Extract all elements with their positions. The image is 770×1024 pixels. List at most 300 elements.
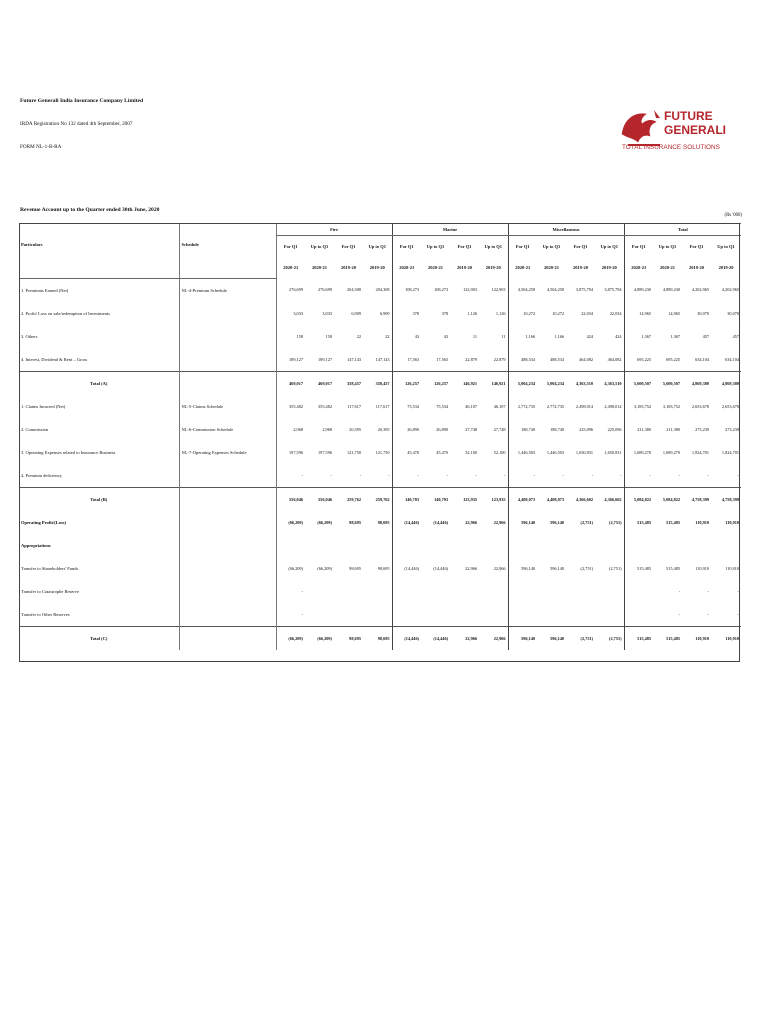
value-cell: 122,903 [463,287,478,293]
row-schedule [179,464,276,488]
value-cell: 11 [501,333,506,339]
schedule-header: Schedule [179,224,276,279]
value-cell [508,603,537,627]
value-cell: (66,209) [276,626,305,650]
table-row [19,464,741,488]
value-cell: 556,046 [305,487,334,511]
value-cell: (2,751) [566,626,595,650]
year-header: 2019-20 [369,265,385,270]
value-cell: 259,762 [334,487,363,511]
row-label: 1. Claims Incurred (Net) [21,403,66,409]
value-cell: (66,209) [276,511,305,534]
value-cell: - [359,472,361,478]
value-cell: - [737,588,740,594]
year-header: 2019-20 [573,265,589,270]
table-row [19,371,741,395]
value-cell: - [388,472,390,478]
value-cell: 22,966 [493,565,506,571]
table-row [19,441,741,464]
value-cell: 197,596 [276,441,305,464]
value-cell: 4,363,510 [566,371,595,395]
row-schedule [179,580,276,603]
table-row [19,626,741,650]
row-label: 1. Premiums Earned (Net) [21,287,69,293]
row-schedule [179,557,276,580]
value-cell [334,580,363,603]
table-row [19,534,741,557]
value-cell: (2,751) [595,626,624,650]
value-cell: 1,367 [670,333,681,339]
group-header-total: Total [624,224,741,236]
table-row [19,302,741,325]
value-cell: 22,966 [450,626,479,650]
value-cell: (14,446) [433,565,449,571]
value-cell [421,534,450,557]
row-schedule [179,511,276,534]
value-cell: 5,600,507 [624,371,653,395]
value-cell: (66,209) [276,557,305,580]
value-cell: 110,910 [682,626,711,650]
value-cell: 273,239 [695,426,710,432]
value-cell [508,580,537,603]
row-label: Total (A) [19,371,179,395]
value-cell: 158 [276,325,305,348]
value-cell: 117,617 [347,403,361,409]
value-cell: - [446,472,449,478]
value-cell: - [707,472,710,478]
group-header-fire: Fire [276,224,392,236]
value-cell: 596,140 [550,565,565,571]
value-cell: 126,257 [421,371,450,395]
value-cell: 464,082 [579,356,594,362]
value-cell [624,580,653,603]
value-cell: 2,968 [276,418,305,441]
value-cell: 355,482 [318,403,332,409]
value-cell: (14,446) [392,626,421,650]
year-header: 2020-21 [508,257,537,278]
value-cell [624,534,653,557]
value-cell: 43 [443,333,449,339]
value-cell: 146,921 [450,371,479,395]
value-cell: 1,446,503 [508,441,537,464]
value-cell: 204,308 [375,287,390,293]
value-cell [711,534,741,557]
value-cell: 75,534 [392,395,421,418]
period-header: Up to Q1 [368,244,387,249]
value-cell: 2,653,678 [691,403,710,409]
value-cell: 52,100 [465,449,478,455]
value-cell: (14,446) [392,557,421,580]
value-cell: 43 [392,325,421,348]
value-cell: 488,534 [550,356,565,362]
row-schedule [179,348,276,372]
value-cell: 10,272 [552,310,565,316]
value-cell: 30,070 [697,310,710,316]
row-label: 2. Profit/ Loss on sale/redemption of Investments [21,310,110,316]
value-cell [450,534,479,557]
row-schedule [179,325,276,348]
value-cell: 5,004,234 [537,371,566,395]
report-title: Revenue Account up to the Quarter ended 30th June, 2020 [20,207,160,213]
value-cell: 358,457 [334,371,363,395]
value-cell: 2,498,014 [575,403,594,409]
value-cell: - [276,580,305,603]
value-cell: 225,096 [607,426,622,432]
value-cell [595,603,624,627]
value-cell: 4,366,602 [566,487,595,511]
value-cell: 469,017 [305,371,334,395]
value-cell: 515,485 [624,626,653,650]
value-cell: 46,107 [493,403,506,409]
value-cell: 3,183,752 [624,395,653,418]
value-cell [450,603,479,627]
value-cell [624,603,653,627]
value-cell: 4,758,399 [682,487,711,511]
value-cell: 27,748 [465,426,478,432]
value-cell: 110,910 [695,565,710,571]
table-row [19,580,741,603]
table-row [19,557,741,580]
value-cell: - [330,472,332,478]
value-cell: 197,596 [318,449,332,455]
row-schedule: NL-4-Premium Schedule [179,278,276,302]
value-cell: 22 [385,333,390,339]
value-cell: 2,772,735 [546,403,565,409]
value-cell: 1,689,270 [624,441,653,464]
value-cell [305,603,334,627]
value-cell: 1,689,270 [662,449,681,455]
value-cell: 4,408,073 [508,487,537,511]
value-cell: 596,140 [508,511,537,534]
value-cell: 596,140 [508,557,537,580]
value-cell: 378 [441,310,449,316]
period-header: Up to Q1 [484,244,503,249]
value-cell [537,580,566,603]
value-cell: 98,695 [349,565,361,571]
period-header: For Q1 [508,236,537,258]
value-cell: 1,367 [624,325,653,348]
value-cell: (2,751) [609,519,622,525]
year-header: 2019-20 [718,265,734,270]
value-cell [566,534,595,557]
value-cell: - [707,588,710,594]
period-header: Up to Q1 [658,244,677,249]
row-label: Total (C) [19,626,179,650]
period-header: For Q1 [392,236,421,258]
row-label: 3. Others [21,333,38,339]
value-cell: 424 [586,333,594,339]
value-cell: - [508,464,537,488]
value-cell: 211,380 [666,426,681,432]
logo-line-3: TOTAL INSURANCE SOLUTIONS [622,144,720,151]
value-cell: 52,100 [493,449,506,455]
value-cell [566,603,595,627]
value-cell: 3,183,752 [662,403,681,409]
row-schedule [179,603,276,627]
value-cell: 147,143 [375,356,390,362]
value-cell: 515,485 [624,511,653,534]
value-cell: 488,534 [508,348,537,372]
company-name: Future Generali India Insurance Company Limited [20,98,144,104]
future-generali-logo [620,104,760,152]
value-cell: - [620,472,622,478]
period-header: Up to Q1 [310,244,329,249]
period-header: For Q1 [276,236,305,258]
table-row [19,418,741,441]
value-cell: 1,126 [467,310,478,316]
value-cell: 140,703 [421,487,450,511]
value-cell: 4,504,258 [546,287,565,293]
value-cell [595,534,624,557]
value-cell [653,534,682,557]
value-cell: 121,750 [375,449,390,455]
value-cell: (2,751) [580,519,594,525]
value-cell: - [737,472,740,478]
value-cell: - [678,472,681,478]
value-cell [392,580,421,603]
value-cell: 596,140 [550,519,565,525]
value-cell: 634,104 [725,356,740,362]
year-header: 2020-21 [660,265,676,270]
value-cell: 515,485 [624,557,653,580]
table-row [19,487,741,511]
value-cell: 110,910 [725,565,740,571]
value-cell: 515,485 [666,519,681,525]
value-cell: (2,751) [609,565,622,571]
value-cell: 556,046 [276,487,305,511]
value-cell [508,534,537,557]
value-cell: 464,082 [607,356,622,362]
value-cell: 146,921 [479,371,508,395]
value-cell [392,534,421,557]
value-cell: 6,909 [351,310,361,316]
value-cell: (14,446) [392,511,421,534]
value-cell: 695,225 [624,348,653,372]
value-cell: 5,600,507 [653,371,682,395]
value-cell: 11 [472,333,478,339]
form-number: FORM NL-1-B-RA [20,144,62,150]
value-cell: 4,889,230 [662,287,681,293]
value-cell: 596,140 [508,626,537,650]
row-schedule [179,487,276,511]
value-cell: 457 [702,333,710,339]
value-cell [566,580,595,603]
year-header: 2020-21 [544,265,560,270]
value-cell: 20,395 [377,426,390,432]
value-cell: 1,166 [554,333,565,339]
value-cell: 17,563 [436,356,449,362]
value-cell: 110,910 [725,519,740,525]
value-cell: 98,695 [363,626,392,650]
value-cell: 1,650,831 [575,449,594,455]
value-cell: 45,470 [392,441,421,464]
period-header: Up to Q1 [600,244,619,249]
value-cell: 4,869,380 [711,371,741,395]
value-cell: 596,140 [537,626,566,650]
value-cell: 204,308 [347,287,361,293]
value-cell: 110,910 [711,626,741,650]
table-row [19,348,741,372]
row-label: 4. Premium deficiency [21,472,62,478]
table-row [19,395,741,418]
value-cell: 98,695 [377,519,390,525]
value-cell: 2,498,014 [604,403,622,409]
year-header: 2019-20 [485,265,501,270]
value-cell: 158 [325,333,332,339]
value-cell: 469,017 [276,371,305,395]
period-header: For Q1 [689,244,704,249]
value-cell: 1,126 [495,310,506,316]
value-cell: 98,695 [349,519,361,525]
row-label: Operating Profit/(Loss) [21,519,67,525]
value-cell [421,603,450,627]
value-cell: 358,457 [363,371,392,395]
value-cell [537,534,566,557]
value-cell: 147,143 [347,356,361,362]
value-cell: 46,107 [465,403,478,409]
row-label: Transfer to Catastrophe Reserve [21,588,79,594]
value-cell: - [737,611,740,617]
period-header: Up to Q1 [542,244,561,249]
value-cell: 2,772,735 [508,395,537,418]
value-cell: 22,966 [493,519,506,525]
value-cell [392,603,421,627]
value-cell: 4,202,965 [691,287,710,293]
value-cell: 273,239 [725,426,740,432]
value-cell [363,603,392,627]
value-cell: - [591,472,594,478]
value-cell: 4,202,965 [721,287,740,293]
row-schedule [179,371,276,395]
value-cell: - [276,464,305,488]
value-cell: (66,209) [317,519,332,525]
value-cell: 2,968 [322,426,332,432]
value-cell: - [276,603,305,627]
value-cell: 26,890 [436,426,449,432]
value-cell: 4,504,258 [508,278,537,302]
year-header: 2019-20 [341,265,356,270]
value-cell: (2,751) [580,565,594,571]
year-header: 2020-21 [312,265,327,270]
row-schedule [179,626,276,650]
value-cell: 14,965 [668,310,681,316]
row-label: Transfer to Shareholders' Funds [21,565,79,571]
value-cell: 126,257 [392,371,421,395]
group-header-marine: Marine [392,224,508,236]
row-schedule [179,302,276,325]
value-cell: 122,903 [491,287,506,293]
value-cell: - [624,464,653,488]
value-cell: 123,935 [450,487,479,511]
year-header: 2019-20 [689,265,705,270]
value-cell: 22,879 [493,356,506,362]
period-header: For Q1 [573,244,588,249]
value-cell [682,534,711,557]
value-cell: 22,034 [581,310,594,316]
value-cell: - [678,588,681,594]
value-cell: 457 [732,333,740,339]
row-schedule: NL-6-Commission Schedule [179,418,276,441]
period-header: For Q1 [624,236,653,258]
value-cell: 22,966 [465,565,478,571]
registration-line: IRDA Registration No 132 dated 4th September, 2007 [20,121,133,127]
value-cell: 14,965 [624,302,653,325]
value-cell: 123,935 [479,487,508,511]
value-cell [363,534,392,557]
period-header: Up to Q1 [426,244,445,249]
value-cell: 1,166 [508,325,537,348]
value-cell: 26,890 [392,418,421,441]
value-cell [595,580,624,603]
year-header: 2020-21 [624,257,653,278]
value-cell: 20,395 [349,426,361,432]
value-cell: (14,446) [421,626,450,650]
value-cell: 110,910 [695,519,710,525]
value-cell: 3,033 [276,302,305,325]
value-cell: 17,563 [392,348,421,372]
value-cell: 22,966 [465,519,478,525]
value-cell: 4,408,073 [537,487,566,511]
value-cell [305,534,334,557]
value-cell [363,580,392,603]
value-cell: 211,380 [624,418,653,441]
value-cell: 188,740 [550,426,565,432]
value-cell: 515,485 [666,565,681,571]
value-cell: 2,653,678 [721,403,740,409]
value-cell: (66,209) [317,565,332,571]
value-cell [334,603,363,627]
value-cell: 189,127 [276,348,305,372]
value-cell: 6,909 [379,310,390,316]
value-cell: 30,070 [727,310,740,316]
value-cell: 22,966 [479,626,508,650]
value-cell: 695,225 [666,356,681,362]
value-cell [479,534,508,557]
value-cell: - [392,464,421,488]
row-schedule: NL-5-Claims Schedule [179,395,276,418]
value-cell: 3,875,794 [604,287,622,293]
value-cell: - [475,472,478,478]
value-cell: 4,758,399 [711,487,741,511]
row-label: 4. Interest, Dividend & Rent – Gross [21,356,88,362]
year-header: 2020-21 [392,257,421,278]
row-schedule [179,534,276,557]
value-cell: 5,084,822 [624,487,653,511]
value-cell [421,580,450,603]
value-cell: 276,699 [276,278,305,302]
value-cell: 98,695 [334,626,363,650]
value-cell: 276,699 [318,287,332,293]
row-schedule: NL-7-Operating Expenses Schedule [179,441,276,464]
table-row [19,511,741,534]
row-label: Total (B) [19,487,179,511]
value-cell: 3,033 [322,310,332,316]
table-row [19,325,741,348]
value-cell: - [678,611,681,617]
value-cell: 108,273 [434,287,449,293]
value-cell: 3,875,794 [575,287,594,293]
value-cell: 22,879 [465,356,478,362]
value-cell [537,603,566,627]
value-cell: 1,824,701 [691,449,710,455]
value-cell: 1,824,701 [721,449,740,455]
group-header-miscellaneous: Miscellaneous [508,224,624,236]
value-cell: - [707,611,710,617]
period-header: For Q1 [457,244,472,249]
value-cell: 4,363,510 [595,371,624,395]
value-cell: 27,748 [493,426,506,432]
period-header: Up to Q1 [717,244,735,249]
